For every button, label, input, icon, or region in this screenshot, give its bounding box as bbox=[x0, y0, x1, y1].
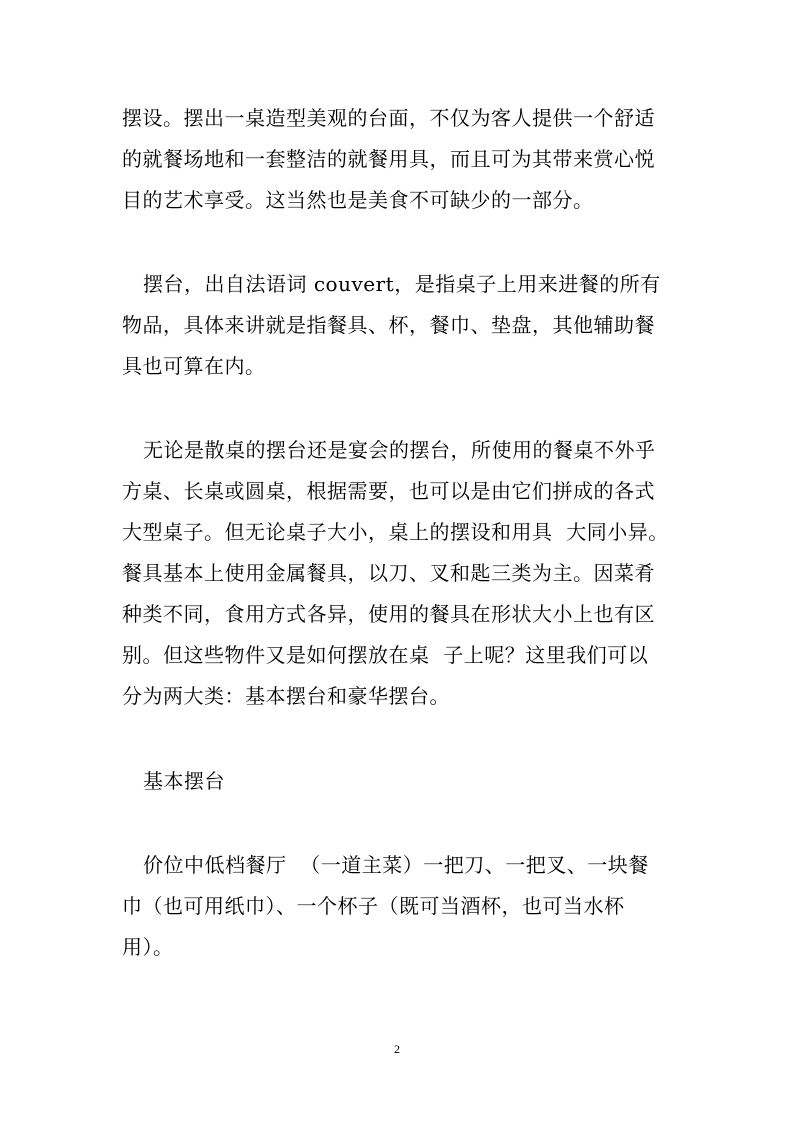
paragraph-5-line-2: 巾（也可用纸巾）、一个杯子（既可当酒杯，也可当水杯 bbox=[122, 894, 625, 918]
paragraph-5-line-1: 价位中低档餐厅 （一道主菜）一把刀、一把叉、一块餐 bbox=[143, 853, 649, 877]
paragraph-1-line-2: 的就餐场地和一套整洁的就餐用具，而且可为其带来赏心悦 bbox=[122, 147, 655, 171]
paragraph-3-line-2: 方桌、长桌或圆桌，根据需要，也可以是由它们拼成的各式 bbox=[122, 479, 655, 503]
paragraph-3-line-5: 种类不同，食用方式各异，使用的餐具在形状大小上也有区 bbox=[122, 602, 655, 626]
paragraph-2-line-1: 摆台，出自法语词 couvert，是指桌子上用来进餐的所有 bbox=[143, 272, 661, 296]
paragraph-3-line-3: 大型桌子。但无论桌子大小，桌上的摆设和用具 大同小异。 bbox=[122, 520, 669, 544]
section-heading-basic-setting: 基本摆台 bbox=[143, 769, 225, 793]
paragraph-1-line-3: 目的艺术享受。这当然也是美食不可缺少的一部分。 bbox=[122, 188, 594, 212]
paragraph-3-line-6: 别。但这些物件又是如何摆放在桌 子上呢？这里我们可以 bbox=[122, 643, 649, 667]
paragraph-5-line-3: 用）。 bbox=[122, 935, 174, 959]
paragraph-1-line-1: 摆设。摆出一桌造型美观的台面，不仅为客人提供一个舒适 bbox=[122, 106, 655, 130]
paragraph-3-line-4: 餐具基本上使用金属餐具，以刀、叉和匙三类为主。因菜肴 bbox=[122, 561, 655, 585]
paragraph-3-line-1: 无论是散桌的摆台还是宴会的摆台，所使用的餐桌不外乎 bbox=[143, 438, 656, 462]
paragraph-2-line-3: 具也可算在内。 bbox=[122, 354, 266, 378]
paragraph-2-line-2: 物品，具体来讲就是指餐具、杯，餐巾、垫盘，其他辅助餐 bbox=[122, 313, 655, 337]
paragraph-3-line-7: 分为两大类：基本摆台和豪华摆台。 bbox=[122, 684, 450, 708]
page-number: 2 bbox=[394, 1042, 400, 1056]
